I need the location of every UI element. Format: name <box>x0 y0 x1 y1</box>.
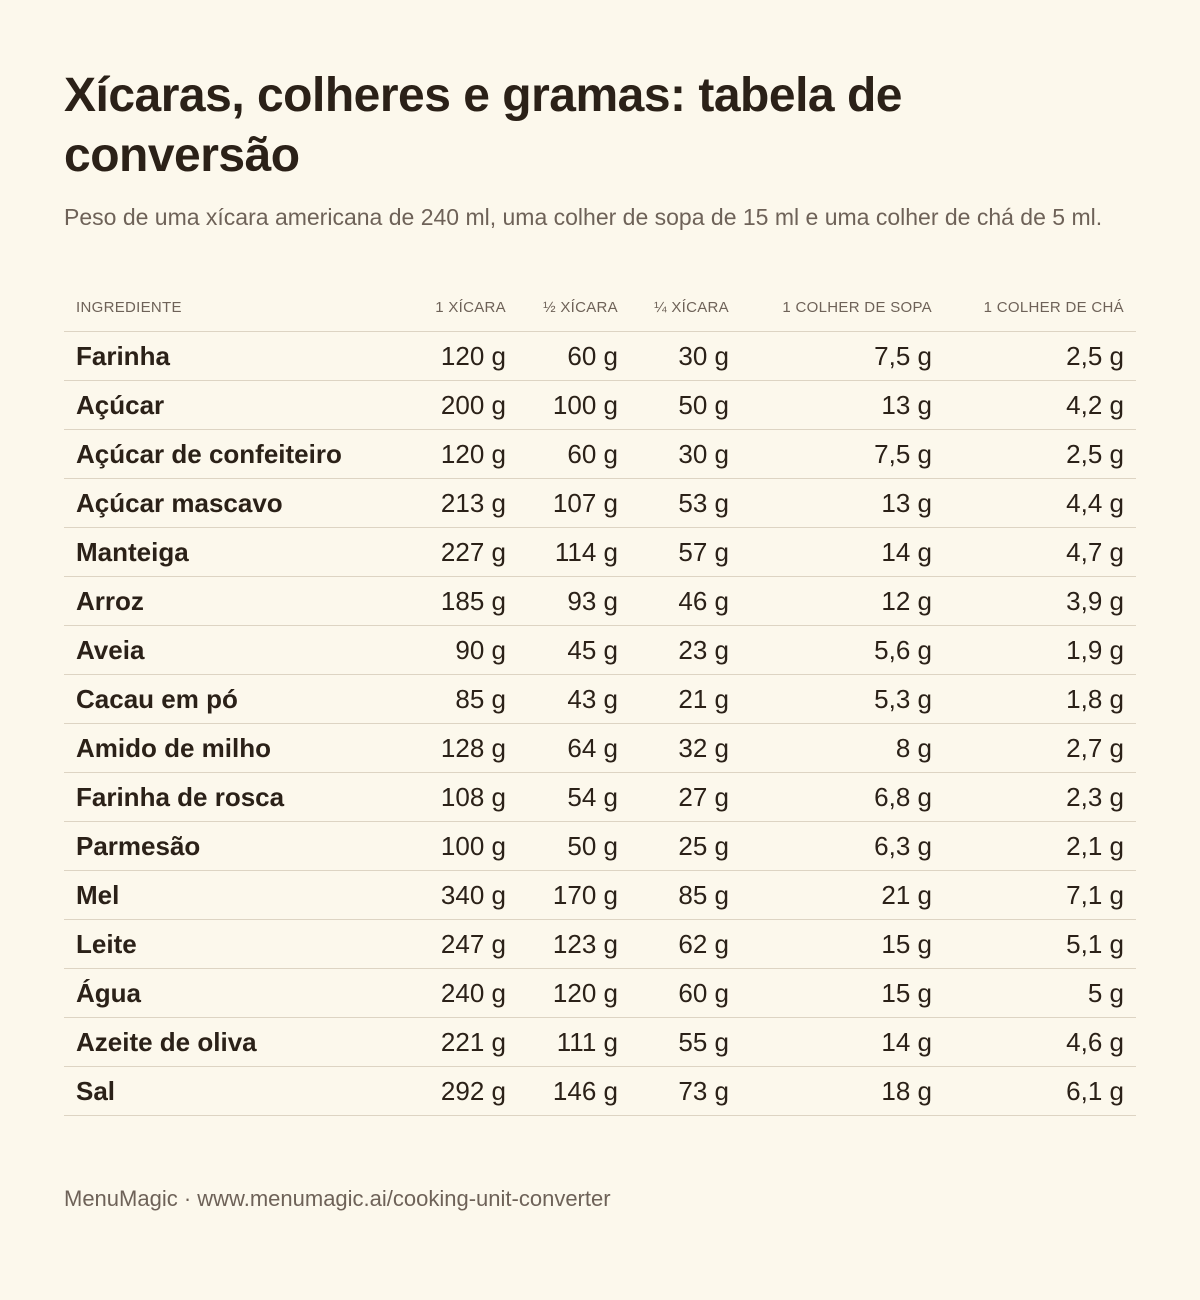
tablespoon-value: 7,5 g <box>741 430 944 479</box>
half-cup-value: 50 g <box>518 822 630 871</box>
half-cup-value: 120 g <box>518 969 630 1018</box>
teaspoon-value: 4,2 g <box>944 381 1136 430</box>
tablespoon-value: 21 g <box>741 871 944 920</box>
ingredient-name: Mel <box>64 871 400 920</box>
ingredient-name: Açúcar mascavo <box>64 479 400 528</box>
column-header-teaspoon: 1 COLHER DE CHÁ <box>944 283 1136 332</box>
one-cup-value: 120 g <box>400 430 518 479</box>
quarter-cup-value: 30 g <box>630 332 741 381</box>
column-header-1-cup: 1 XÍCARA <box>400 283 518 332</box>
teaspoon-value: 4,4 g <box>944 479 1136 528</box>
teaspoon-value: 7,1 g <box>944 871 1136 920</box>
ingredient-name: Cacau em pó <box>64 675 400 724</box>
tablespoon-value: 6,3 g <box>741 822 944 871</box>
quarter-cup-value: 60 g <box>630 969 741 1018</box>
table-row <box>64 626 1136 675</box>
tablespoon-value: 18 g <box>741 1067 944 1116</box>
ingredient-name: Farinha <box>64 332 400 381</box>
tablespoon-value: 15 g <box>741 920 944 969</box>
table-row <box>64 822 1136 871</box>
tablespoon-value: 14 g <box>741 528 944 577</box>
one-cup-value: 100 g <box>400 822 518 871</box>
page-title: Xícaras, colheres e gramas: tabela de conversão <box>64 69 902 182</box>
conversion-table <box>64 283 1136 1116</box>
quarter-cup-value: 30 g <box>630 430 741 479</box>
ingredient-name: Sal <box>64 1067 400 1116</box>
half-cup-value: 43 g <box>518 675 630 724</box>
tablespoon-value: 15 g <box>741 969 944 1018</box>
teaspoon-value: 2,7 g <box>944 724 1136 773</box>
ingredient-name: Leite <box>64 920 400 969</box>
table-row <box>64 577 1136 626</box>
teaspoon-value: 4,6 g <box>944 1018 1136 1067</box>
quarter-cup-value: 23 g <box>630 626 741 675</box>
header-row <box>64 283 1136 332</box>
ingredient-name: Amido de milho <box>64 724 400 773</box>
ingredient-name: Parmesão <box>64 822 400 871</box>
one-cup-value: 247 g <box>400 920 518 969</box>
half-cup-value: 64 g <box>518 724 630 773</box>
table-row <box>64 724 1136 773</box>
half-cup-value: 111 g <box>518 1018 630 1067</box>
teaspoon-value: 2,3 g <box>944 773 1136 822</box>
teaspoon-value: 6,1 g <box>944 1067 1136 1116</box>
teaspoon-value: 2,5 g <box>944 332 1136 381</box>
half-cup-value: 123 g <box>518 920 630 969</box>
tablespoon-value: 5,3 g <box>741 675 944 724</box>
quarter-cup-value: 25 g <box>630 822 741 871</box>
table-row <box>64 430 1136 479</box>
table-row <box>64 773 1136 822</box>
half-cup-value: 45 g <box>518 626 630 675</box>
one-cup-value: 128 g <box>400 724 518 773</box>
ingredient-name: Azeite de oliva <box>64 1018 400 1067</box>
table-row <box>64 675 1136 724</box>
ingredient-name: Aveia <box>64 626 400 675</box>
quarter-cup-value: 62 g <box>630 920 741 969</box>
tablespoon-value: 6,8 g <box>741 773 944 822</box>
half-cup-value: 54 g <box>518 773 630 822</box>
quarter-cup-value: 50 g <box>630 381 741 430</box>
table-row <box>64 332 1136 381</box>
teaspoon-value: 5 g <box>944 969 1136 1018</box>
table-row <box>64 969 1136 1018</box>
one-cup-value: 85 g <box>400 675 518 724</box>
quarter-cup-value: 46 g <box>630 577 741 626</box>
half-cup-value: 60 g <box>518 430 630 479</box>
quarter-cup-value: 53 g <box>630 479 741 528</box>
quarter-cup-value: 32 g <box>630 724 741 773</box>
ingredient-name: Farinha de rosca <box>64 773 400 822</box>
table-row <box>64 1018 1136 1067</box>
page-subtitle: Peso de uma xícara americana de 240 ml, uma colher de sopa de 15 ml e uma colher de chá de 5 ml. <box>64 204 1103 230</box>
half-cup-value: 100 g <box>518 381 630 430</box>
tablespoon-value: 7,5 g <box>741 332 944 381</box>
ingredient-name: Água <box>64 969 400 1018</box>
quarter-cup-value: 27 g <box>630 773 741 822</box>
teaspoon-value: 1,8 g <box>944 675 1136 724</box>
table-row <box>64 381 1136 430</box>
table-header <box>64 283 1136 332</box>
one-cup-value: 292 g <box>400 1067 518 1116</box>
teaspoon-value: 2,5 g <box>944 430 1136 479</box>
quarter-cup-value: 73 g <box>630 1067 741 1116</box>
one-cup-value: 340 g <box>400 871 518 920</box>
half-cup-value: 170 g <box>518 871 630 920</box>
table-row <box>64 479 1136 528</box>
one-cup-value: 120 g <box>400 332 518 381</box>
table-row <box>64 871 1136 920</box>
teaspoon-value: 2,1 g <box>944 822 1136 871</box>
footer-source: MenuMagic · www.menumagic.ai/cooking-unit-converter <box>64 1186 611 1211</box>
teaspoon-value: 1,9 g <box>944 626 1136 675</box>
ingredient-name: Manteiga <box>64 528 400 577</box>
teaspoon-value: 5,1 g <box>944 920 1136 969</box>
quarter-cup-value: 55 g <box>630 1018 741 1067</box>
teaspoon-value: 3,9 g <box>944 577 1136 626</box>
one-cup-value: 221 g <box>400 1018 518 1067</box>
column-header-ingredient: INGREDIENTE <box>64 283 400 332</box>
column-header-half-cup: ½ XÍCARA <box>518 283 630 332</box>
tablespoon-value: 12 g <box>741 577 944 626</box>
ingredient-name: Açúcar <box>64 381 400 430</box>
one-cup-value: 200 g <box>400 381 518 430</box>
half-cup-value: 146 g <box>518 1067 630 1116</box>
one-cup-value: 90 g <box>400 626 518 675</box>
tablespoon-value: 14 g <box>741 1018 944 1067</box>
table-row <box>64 1067 1136 1116</box>
tablespoon-value: 13 g <box>741 479 944 528</box>
quarter-cup-value: 21 g <box>630 675 741 724</box>
half-cup-value: 60 g <box>518 332 630 381</box>
table-row <box>64 528 1136 577</box>
tablespoon-value: 5,6 g <box>741 626 944 675</box>
ingredient-name: Açúcar de confeiteiro <box>64 430 400 479</box>
half-cup-value: 93 g <box>518 577 630 626</box>
half-cup-value: 107 g <box>518 479 630 528</box>
tablespoon-value: 13 g <box>741 381 944 430</box>
quarter-cup-value: 57 g <box>630 528 741 577</box>
one-cup-value: 185 g <box>400 577 518 626</box>
ingredient-name: Arroz <box>64 577 400 626</box>
one-cup-value: 227 g <box>400 528 518 577</box>
half-cup-value: 114 g <box>518 528 630 577</box>
table-row <box>64 920 1136 969</box>
one-cup-value: 213 g <box>400 479 518 528</box>
table-body <box>64 332 1136 1116</box>
column-header-tablespoon: 1 COLHER DE SOPA <box>741 283 944 332</box>
teaspoon-value: 4,7 g <box>944 528 1136 577</box>
quarter-cup-value: 85 g <box>630 871 741 920</box>
tablespoon-value: 8 g <box>741 724 944 773</box>
column-header-quarter-cup: ¼ XÍCARA <box>630 283 741 332</box>
one-cup-value: 108 g <box>400 773 518 822</box>
one-cup-value: 240 g <box>400 969 518 1018</box>
